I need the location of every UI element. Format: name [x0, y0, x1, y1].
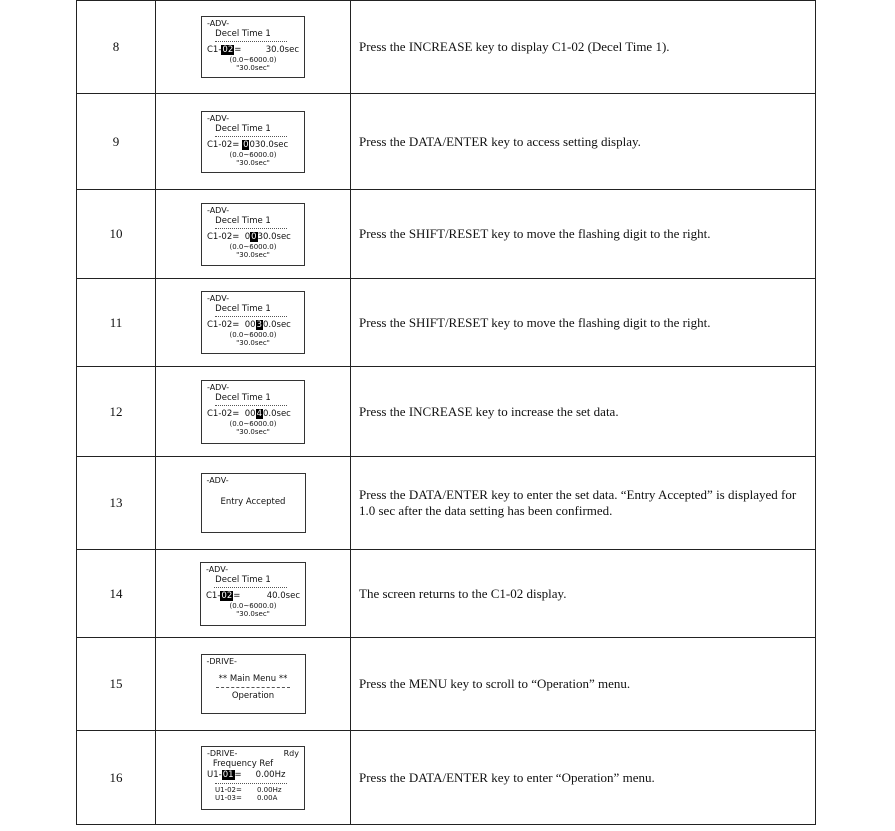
lcd-monitor-row: U1-03= 0.00A — [215, 793, 278, 802]
lcd-range: (0.0~6000.0) — [229, 331, 277, 339]
lcd-title: Decel Time 1 — [215, 29, 271, 39]
lcd-mode: -ADV- — [207, 382, 230, 392]
lcd-cursor: 3 — [256, 320, 262, 330]
lcd-menu-title: ** Main Menu ** — [218, 674, 288, 684]
lcd-display — [201, 380, 305, 444]
lcd-value-line: C1-02= 00 4 0.0sec — [207, 408, 291, 419]
lcd-cursor: 0 — [251, 231, 257, 242]
lcd-range: (0.0~6000.0) — [229, 242, 277, 251]
lcd-range: (0.0~6000.0) — [229, 601, 277, 610]
lcd-value-line: U1- 01 = 0.00Hz — [207, 769, 286, 780]
lcd-divider — [214, 587, 287, 588]
lcd-title: Frequency Ref — [212, 758, 274, 769]
lcd-mode: -ADV- — [207, 205, 230, 215]
lcd-menu-item: Operation — [231, 691, 275, 701]
step-description: Press the SHIFT/RESET key to move the flashing digit to the right. — [351, 190, 816, 279]
step-description: Press the INCREASE key to increase the set data. — [351, 367, 816, 457]
lcd-value-line: C1-02= 0 0 30.0sec — [207, 231, 291, 242]
lcd-mode: -ADV- — [206, 476, 229, 485]
step-description: Press the SHIFT/RESET key to move the flashing digit to the right. — [351, 279, 816, 367]
lcd-cursor: 0 — [243, 139, 249, 150]
lcd-display — [201, 291, 305, 354]
lcd-default: "30.0sec" — [236, 250, 270, 259]
lcd-range: (0.0~6000.0) — [229, 150, 277, 159]
table-row — [77, 731, 816, 825]
lcd-divider — [215, 41, 287, 42]
lcd-mode: -DRIVE- — [206, 657, 237, 666]
lcd-default: "30.0sec" — [236, 339, 270, 347]
step-description: Press the INCREASE key to display C1-02 (Decel Time 1). — [351, 1, 816, 94]
step-number: 12 — [77, 367, 156, 457]
lcd-mode: -ADV- — [207, 113, 230, 123]
step-number: 8 — [77, 1, 156, 94]
lcd-message: Entry Accepted — [220, 497, 286, 507]
lcd-range: (0.0~6000.0) — [229, 56, 277, 64]
lcd-default: "30.0sec" — [236, 158, 270, 167]
lcd-monitor-row: U1-02= 0.00Hz — [215, 785, 282, 794]
lcd-display — [201, 473, 306, 533]
lcd-value-line: C1-02= 0 030.0sec — [207, 139, 289, 150]
lcd-mode: -ADV- — [207, 294, 230, 303]
step-description: The screen returns to the C1-02 display. — [351, 550, 816, 638]
lcd-title: Decel Time 1 — [215, 215, 271, 226]
lcd-display — [200, 562, 306, 626]
step-number: 15 — [77, 638, 156, 731]
lcd-mode: -ADV- — [207, 19, 230, 28]
table-row — [77, 457, 816, 550]
lcd-default: "30.0sec" — [236, 609, 270, 618]
lcd-title: Decel Time 1 — [215, 392, 271, 403]
lcd-cursor: 4 — [256, 408, 262, 419]
lcd-mode: -ADV- — [206, 564, 229, 574]
lcd-display — [201, 111, 305, 173]
lcd-title: Decel Time 1 — [215, 304, 271, 314]
lcd-status: Rdy — [283, 748, 299, 758]
lcd-range: (0.0~6000.0) — [229, 419, 277, 428]
table-row — [77, 550, 816, 638]
table-row — [77, 190, 816, 279]
table-row — [77, 279, 816, 367]
lcd-cursor: 02 — [222, 45, 234, 55]
lcd-value-line: C1- 02 = 30.0sec — [207, 45, 299, 55]
lcd-display — [201, 746, 305, 810]
lcd-divider — [215, 405, 287, 406]
step-description: Press the DATA/ENTER key to enter the set data. “Entry Accepted” is displayed for 1.0 sec after the data setting has been confirmed. — [351, 457, 816, 550]
lcd-display — [201, 203, 305, 266]
table-row — [77, 1, 816, 94]
lcd-default: "30.0sec" — [236, 64, 270, 72]
procedure-table — [76, 0, 816, 825]
lcd-divider — [215, 136, 287, 137]
step-number: 9 — [77, 94, 156, 190]
step-number: 16 — [77, 731, 156, 825]
table-row — [77, 367, 816, 457]
lcd-divider — [216, 687, 290, 688]
lcd-cursor: 02 — [221, 590, 233, 601]
step-description: Press the DATA/ENTER key to access setting display. — [351, 94, 816, 190]
table-row — [77, 638, 816, 731]
lcd-divider — [215, 783, 287, 784]
lcd-cursor: 01 — [222, 769, 234, 780]
lcd-mode: -DRIVE- — [207, 748, 238, 758]
lcd-display — [201, 654, 306, 714]
table-row — [77, 94, 816, 190]
lcd-divider — [215, 228, 287, 229]
lcd-default: "30.0sec" — [236, 427, 270, 436]
step-description: Press the DATA/ENTER key to enter “Operation” menu. — [351, 731, 816, 825]
lcd-divider — [215, 316, 287, 317]
step-description: Press the MENU key to scroll to “Operation” menu. — [351, 638, 816, 731]
lcd-title: Decel Time 1 — [215, 574, 271, 585]
step-number: 13 — [77, 457, 156, 550]
step-number: 11 — [77, 279, 156, 367]
step-number: 14 — [77, 550, 156, 638]
lcd-value-line: C1- 02 = 40.0sec — [206, 590, 300, 601]
lcd-title: Decel Time 1 — [215, 123, 271, 134]
step-number: 10 — [77, 190, 156, 279]
lcd-value-line: C1-02= 00 3 0.0sec — [207, 320, 291, 330]
lcd-display — [201, 16, 305, 78]
